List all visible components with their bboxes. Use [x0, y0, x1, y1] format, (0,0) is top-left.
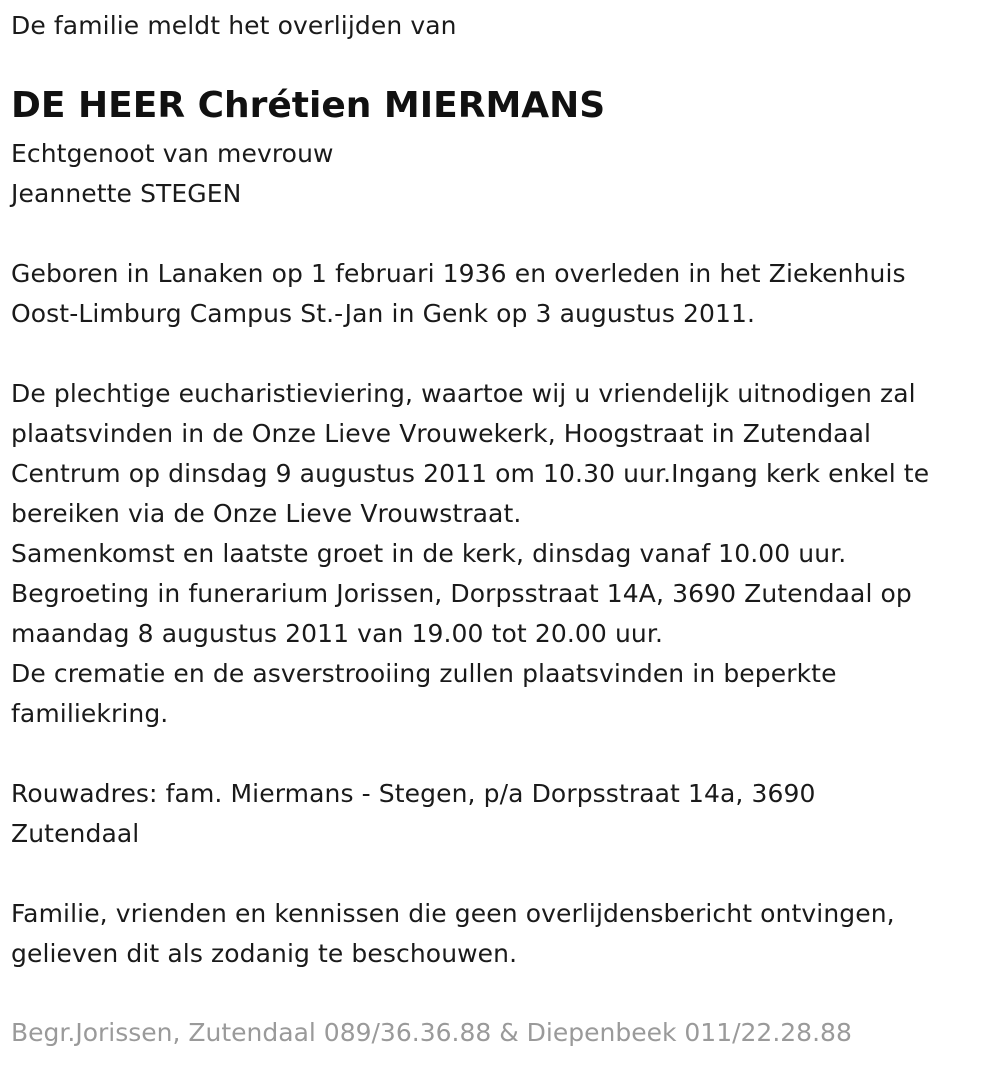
birth-death-block	[11, 254, 906, 334]
mourning-address-block	[11, 774, 816, 854]
closing-line: Familie, vrienden en kennissen die geen overlijdensbericht ontvingen,	[11, 899, 895, 928]
ceremony-line: Begroeting in funerarium Jorissen, Dorpsstraat 14A, 3690 Zutendaal op	[11, 579, 912, 608]
address-line: Zutendaal	[11, 819, 140, 848]
intro-text: De familie meldt het overlijden van	[11, 11, 457, 40]
ceremony-line: familiekring.	[11, 699, 169, 728]
ceremony-line: maandag 8 augustus 2011 van 19.00 tot 20.00 uur.	[11, 619, 663, 648]
ceremony-line: Samenkomst en laatste groet in de kerk, dinsdag vanaf 10.00 uur.	[11, 539, 847, 568]
ceremony-line: bereiken via de Onze Lieve Vrouwstraat.	[11, 499, 522, 528]
closing-block	[11, 894, 895, 974]
ceremony-block	[11, 374, 929, 734]
spouse-block	[11, 134, 334, 214]
funeral-home-footer: Begr.Jorissen, Zutendaal 089/36.36.88 & Diepenbeek 011/22.28.88	[11, 1018, 852, 1047]
closing-line: gelieven dit als zodanig te beschouwen.	[11, 939, 518, 968]
ceremony-line: De crematie en de asverstrooiing zullen plaatsvinden in beperkte	[11, 659, 837, 688]
birth-death-line: Oost-Limburg Campus St.-Jan in Genk op 3 augustus 2011.	[11, 299, 756, 328]
ceremony-line: De plechtige eucharistieviering, waartoe wij u vriendelijk uitnodigen zal	[11, 379, 916, 408]
address-line: Rouwadres: fam. Miermans - Stegen, p/a Dorpsstraat 14a, 3690	[11, 779, 816, 808]
ceremony-line: Centrum op dinsdag 9 augustus 2011 om 10.30 uur.Ingang kerk enkel te	[11, 459, 930, 488]
ceremony-line: plaatsvinden in de Onze Lieve Vrouwekerk, Hoogstraat in Zutendaal	[11, 419, 872, 448]
spouse-line: Jeannette STEGEN	[11, 179, 242, 208]
deceased-name: DE HEER Chrétien MIERMANS	[11, 85, 606, 126]
birth-death-line: Geboren in Lanaken op 1 februari 1936 en overleden in het Ziekenhuis	[11, 259, 906, 288]
spouse-line: Echtgenoot van mevrouw	[11, 139, 334, 168]
